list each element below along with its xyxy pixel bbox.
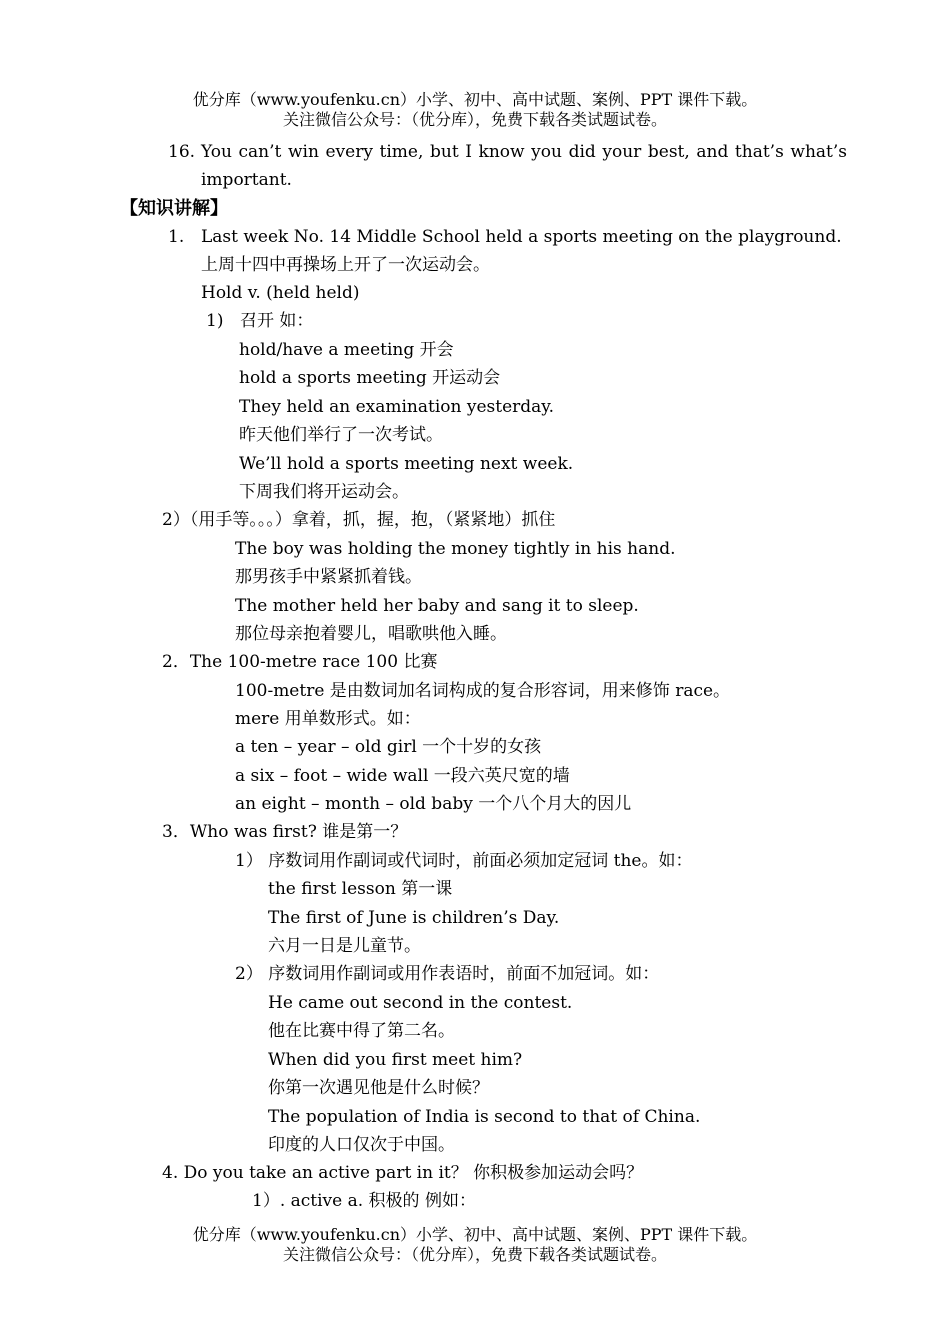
point-3-sub-1-title: 1） 序数词用作副词或代词时，前面必须加定冠词 the。如： <box>235 851 693 871</box>
footer-line-2: 关注微信公众号：（优分库），免费下载各类试题试卷。 <box>282 1245 667 1264</box>
point-3-sub-2-example: 印度的人口仅次于中国。 <box>268 1135 455 1155</box>
point-2-line: mere 用单数形式。如： <box>235 709 421 729</box>
point-4-title: 4. Do you take an active part in it？ 你积极参加运动会吗？ <box>162 1163 644 1183</box>
item-16-text-line-1: You can’t win every time, but I know you did your best, and that’s what’s <box>201 142 847 162</box>
point-1-word: Hold v. (held held) <box>201 283 360 303</box>
point-3-sub-2-title: 2） 序数词用作副词或用作表语时，前面不加冠词。如： <box>235 964 660 984</box>
point-1-example: 下周我们将开运动会。 <box>239 482 409 502</box>
point-1-sub-2-title: 2）（用手等。。。）拿着，抓，握，抱，（紧紧地）抓住 <box>162 510 556 530</box>
point-3-sub-1-example: 六月一日是儿童节。 <box>268 936 421 956</box>
item-16-number: 16. <box>168 142 196 162</box>
point-2-line: 100-metre 是由数词加名词构成的复合形容词，用来修饰 race。 <box>235 681 731 701</box>
point-1-example: We’ll hold a sports meeting next week. <box>239 454 574 474</box>
point-2-line: a ten – year – old girl 一个十岁的女孩 <box>235 737 542 757</box>
point-1-sub-2-example: The mother held her baby and sang it to sleep. <box>235 596 639 616</box>
point-1-example: hold a sports meeting 开运动会 <box>239 368 501 388</box>
point-3-sub-2-example: 你第一次遇见他是什么时候？ <box>268 1078 489 1098</box>
point-1-translation: 上周十四中再操场上开了一次运动会。 <box>201 255 490 275</box>
point-3-sub-2-example: He came out second in the contest. <box>268 993 573 1013</box>
header-line-2: 关注微信公众号：（优分库），免费下载各类试题试卷。 <box>282 110 667 129</box>
point-3-sub-2-example: The population of India is second to that of China. <box>268 1107 701 1127</box>
item-16-text-line-2: important. <box>201 170 292 190</box>
point-1-example: hold/have a meeting 开会 <box>239 340 454 360</box>
point-1-sub-2-example: 那男孩手中紧紧抓着钱。 <box>235 567 422 587</box>
point-2-line: an eight – month – old baby 一个八个月大的因儿 <box>235 794 632 814</box>
point-1-example: 昨天他们举行了一次考试。 <box>239 425 443 445</box>
point-3-sub-1-example: The first of June is children’s Day. <box>268 908 560 928</box>
point-1-sentence: Last week No. 14 Middle School held a sports meeting on the playground. <box>201 227 842 247</box>
point-1-sub-1-number: 1) <box>206 311 224 331</box>
point-3-title: 3．Who was first? 谁是第一？ <box>162 822 408 842</box>
point-1-sub-2-example: 那位母亲抱着婴儿，唱歌哄他入睡。 <box>235 624 507 644</box>
point-1-number: 1. <box>168 227 185 247</box>
point-2-line: a six – foot – wide wall 一段六英尺宽的墙 <box>235 766 570 786</box>
point-3-sub-2-example: 他在比赛中得了第二名。 <box>268 1021 455 1041</box>
point-1-sub-2-example: The boy was holding the money tightly in his hand. <box>235 539 676 559</box>
header-line-1: 优分库（www.youfenku.cn）小学、初中、高中试题、案例、PPT 课件下载。 <box>192 90 758 109</box>
point-1-example: They held an examination yesterday. <box>239 397 555 417</box>
point-1-sub-1-title: 召开 如： <box>240 311 314 331</box>
point-3-sub-1-example: the first lesson 第一课 <box>268 879 453 899</box>
point-4-sub-1: 1）. active a. 积极的 例如： <box>252 1191 476 1211</box>
point-2-title: 2．The 100-metre race 100 比赛 <box>162 652 438 672</box>
footer-line-1: 优分库（www.youfenku.cn）小学、初中、高中试题、案例、PPT 课件下载。 <box>192 1225 758 1244</box>
point-3-sub-2-example: When did you first meet him? <box>268 1050 523 1070</box>
section-title: 【知识讲解】 <box>120 198 228 219</box>
